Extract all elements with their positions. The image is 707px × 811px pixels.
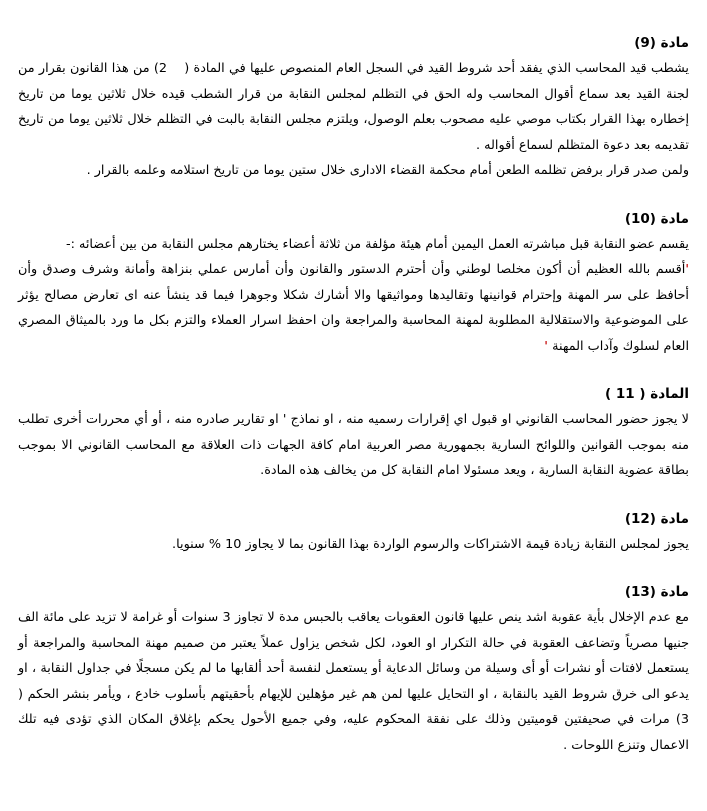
article-11-paragraph-1: لا يجوز حضور المحاسب القانوني او قبول اي إقرارات رسميه منه ، او نماذج ' او تقارير صادره منه ، أو أي محررات أخرى تطلب منه بموجب القوانين واللوائح السارية بجمهورية مصر العربية امام كافة الجهات ذات العلاقة مع المحاسب القانوني الا بموجب بطاقة عضوية النقابة السارية ، ويعد مسئولا امام النقابة كل من يخالف هذه المادة. bbox=[18, 412, 689, 478]
article-12-paragraph-1: يجوز لمجلس النقابة زيادة قيمة الاشتراكات والرسوم الواردة بهذا القانون بما لا يجاوز 10 % سنويا. bbox=[172, 536, 689, 552]
article-9-title: مادة (9) bbox=[634, 35, 689, 51]
article-12 bbox=[18, 506, 689, 558]
article-10-title: مادة (10) bbox=[624, 210, 689, 227]
article-12-title: مادة (12) bbox=[624, 510, 689, 527]
article-13-paragraph-1: مع عدم الإخلال بأية عقوبة اشد ينص عليها قانون العقوبات يعاقب بالحبس مدة لا تجاوز 3 سنوات أو غرامة لا تزيد على مائة الف جنيها مصرياً وتضاعف العقوبة في حالة التكرار او العود، لكل شخص يزاول عملاً يعتبر من صميم مهنة المحاسبة والمراجعة أو يستعمل لافتات أو نشرات أو أى وسيلة من وسائل الدعاية أو يستعمل لنفسة أحد ألقابها ما لم يكن مسجلًا في جداول النقابة ، او يدعو الى خرق شروط القيد بالنقابة ، او التحايل عليها لمن هم غير مؤهلين للإيهام بأحقيتهم بأسلوب خادع ، ويأمر بنشر الحكم ( 3) مرات في صحيفتين قوميتين وذلك على نفقة المحكوم عليه، وفي جميع الأحول يحكم بإغلاق المكان الذي تؤدى فيه تلك الاعمال وتنزع اللوحات . bbox=[18, 610, 689, 753]
article-9-paragraph-2: ولمن صدر قرار برفض تظلمه الطعن أمام محكمة القضاء الادارى خلال ستين يوما من تاريخ استلامه وعلمه بالقرار . bbox=[86, 163, 689, 178]
oath-close-quote-mark: ' bbox=[544, 338, 553, 353]
article-10 bbox=[18, 206, 689, 360]
article-10-oath-paragraph bbox=[18, 257, 689, 359]
article-13-title: مادة (13) bbox=[624, 584, 689, 600]
oath-text: أقسم بالله العظيم أن أكون مخلصا لوطني وأن أحترم الدستور والقانون وأن أمارس عملي بنزاهة وأمانة وشرف وصدق وأن أحافظ على سر المهنة وإحترام قوانينها وتقاليدها ومواثيقها والا أشارك شكلا وجوهرا فيما قد ينشأ عنه اى تعارض مصالح يؤثر على الموضوعية والاستقلالية المطلوبة لمهنة المحاسبة والمراجعة وان احفظ اسرار العملاء والتزم بكل ما ورد بالميثاق المصري العام لسلوك وآداب المهنة bbox=[18, 262, 689, 354]
article-9-paragraph-1: يشطب قيد المحاسب الذي يفقد أحد شروط القيد في السجل العام المنصوص عليها في المادة ( 2) من هذا القانون بقرار من لجنة القيد بعد سماع أقوال المحاسب وله الحق في التظلم لمجلس النقابة من قرار الشطب قيده خلال ثلاثين يوما من تاريخ إخطاره بهذا القرار بكتاب موصي عليه مصحوب بعلم الوصول، ويلتزم مجلس النقابة بالبت في التظلم خلال ثلاثين يوما من تاريخ تقديمه بعد دعوة المتظلم لسماع أقواله . bbox=[18, 61, 689, 153]
article-13 bbox=[18, 579, 689, 758]
oath-open-quote-mark: ' bbox=[685, 262, 689, 276]
article-10-paragraph-1: يقسم عضو النقابة قبل مباشرته العمل اليمين أمام هيئة مؤلفة من ثلاثة أعضاء يختارهم مجلس النقابة من بين أعضائه :- bbox=[65, 236, 689, 252]
article-11-title: المادة ( 11 ) bbox=[605, 386, 689, 402]
article-9 bbox=[18, 30, 689, 184]
article-11 bbox=[18, 381, 689, 484]
